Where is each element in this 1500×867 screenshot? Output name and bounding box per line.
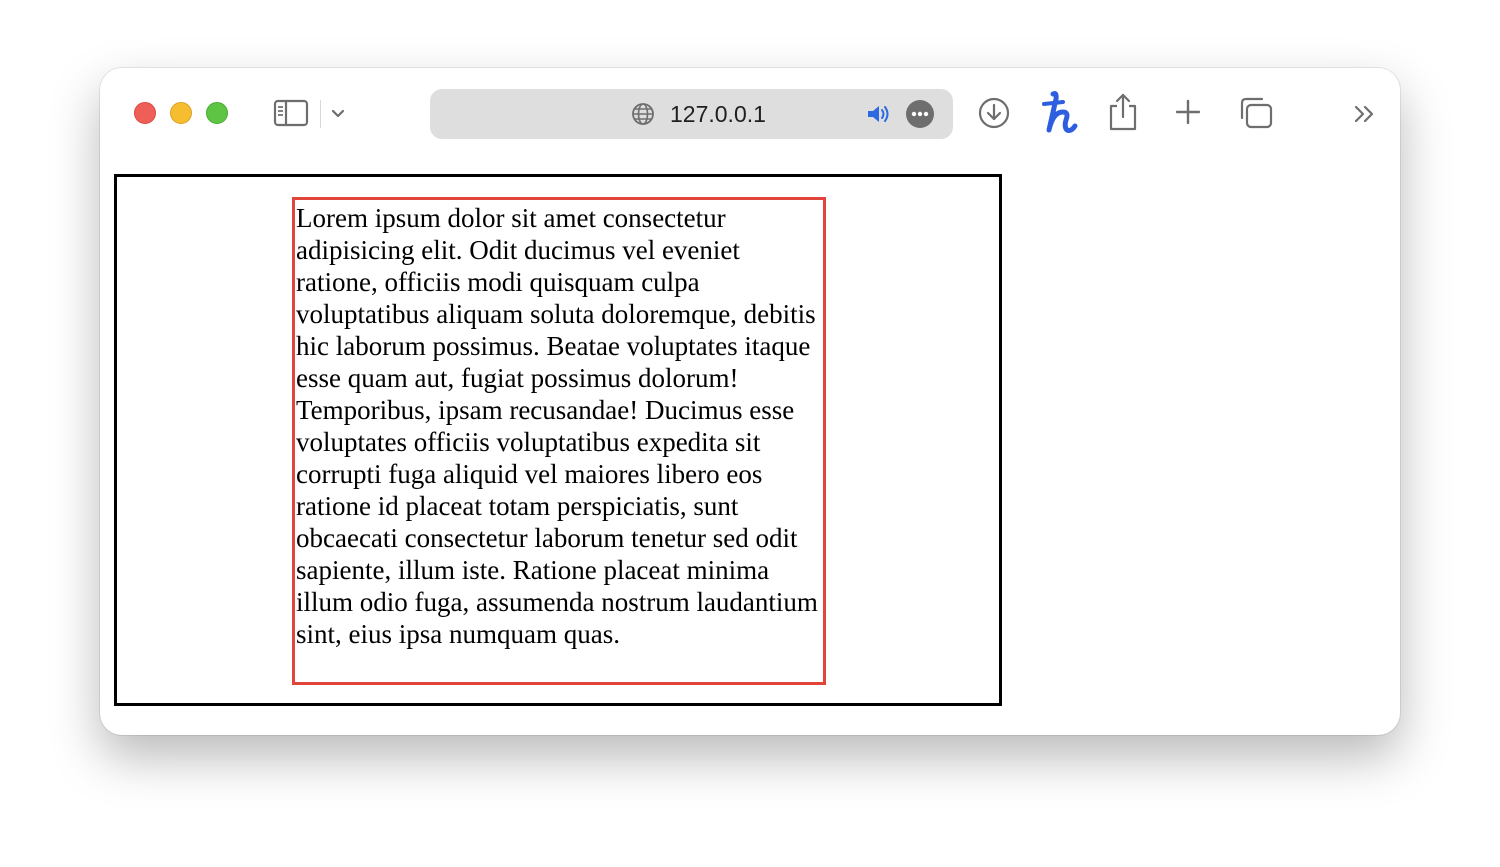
more-ellipsis-icon <box>911 111 929 117</box>
tab-overview-button[interactable] <box>1238 96 1274 130</box>
tab-group-menu-button[interactable] <box>326 102 350 126</box>
speaker-audio-icon[interactable] <box>866 102 892 126</box>
page-menu-button[interactable] <box>906 100 934 128</box>
browser-toolbar <box>100 68 1400 160</box>
text-box <box>292 197 826 685</box>
outer-container <box>114 174 1002 706</box>
tab-overview-icon <box>1238 96 1274 130</box>
globe-icon <box>631 102 655 126</box>
close-window-button[interactable] <box>134 102 156 124</box>
toolbar-divider <box>320 100 321 128</box>
double-chevron-right-icon <box>1352 102 1378 126</box>
toolbar-overflow-button[interactable] <box>1350 100 1380 128</box>
plus-icon <box>1174 98 1202 126</box>
download-icon <box>978 97 1010 129</box>
downloads-button[interactable] <box>977 96 1011 130</box>
page-content <box>100 160 1400 735</box>
chevron-down-icon <box>330 108 346 120</box>
url-text[interactable]: 127.0.0.1 <box>670 101 766 127</box>
address-bar[interactable] <box>430 89 953 139</box>
minimize-window-button[interactable] <box>170 102 192 124</box>
share-button[interactable] <box>1106 92 1140 132</box>
sidebar-toggle-button[interactable] <box>270 96 312 130</box>
browser-window <box>100 68 1400 735</box>
extension-button[interactable] <box>1039 90 1079 136</box>
maximize-window-button[interactable] <box>206 102 228 124</box>
new-tab-button[interactable] <box>1172 96 1204 128</box>
sidebar-toggle-icon <box>273 99 309 127</box>
lorem-paragraph: Lorem ipsum dolor sit amet consectetur adipisicing elit. Odit ducimus vel eveniet ratione, officiis modi quisquam culpa voluptatibus aliquam soluta doloremque, debitis hic laborum possimus. Beatae voluptates itaque esse quam aut, fugiat possimus dolorum! Temporibus, ipsam recusandae! Ducimus esse voluptates officiis voluptatibus expedita sit corrupti fuga aliquid vel maiores libero eos ratione id placeat totam perspiciatis, sunt obcaecati consectetur laborum tenetur sed odit sapiente, illum iste. Ratione placeat minima illum odio fuga, assumenda nostrum laudantium sint, eius ipsa numquam quas. <box>296 203 818 649</box>
hype-extension-icon <box>1039 90 1079 136</box>
share-icon <box>1107 92 1139 132</box>
